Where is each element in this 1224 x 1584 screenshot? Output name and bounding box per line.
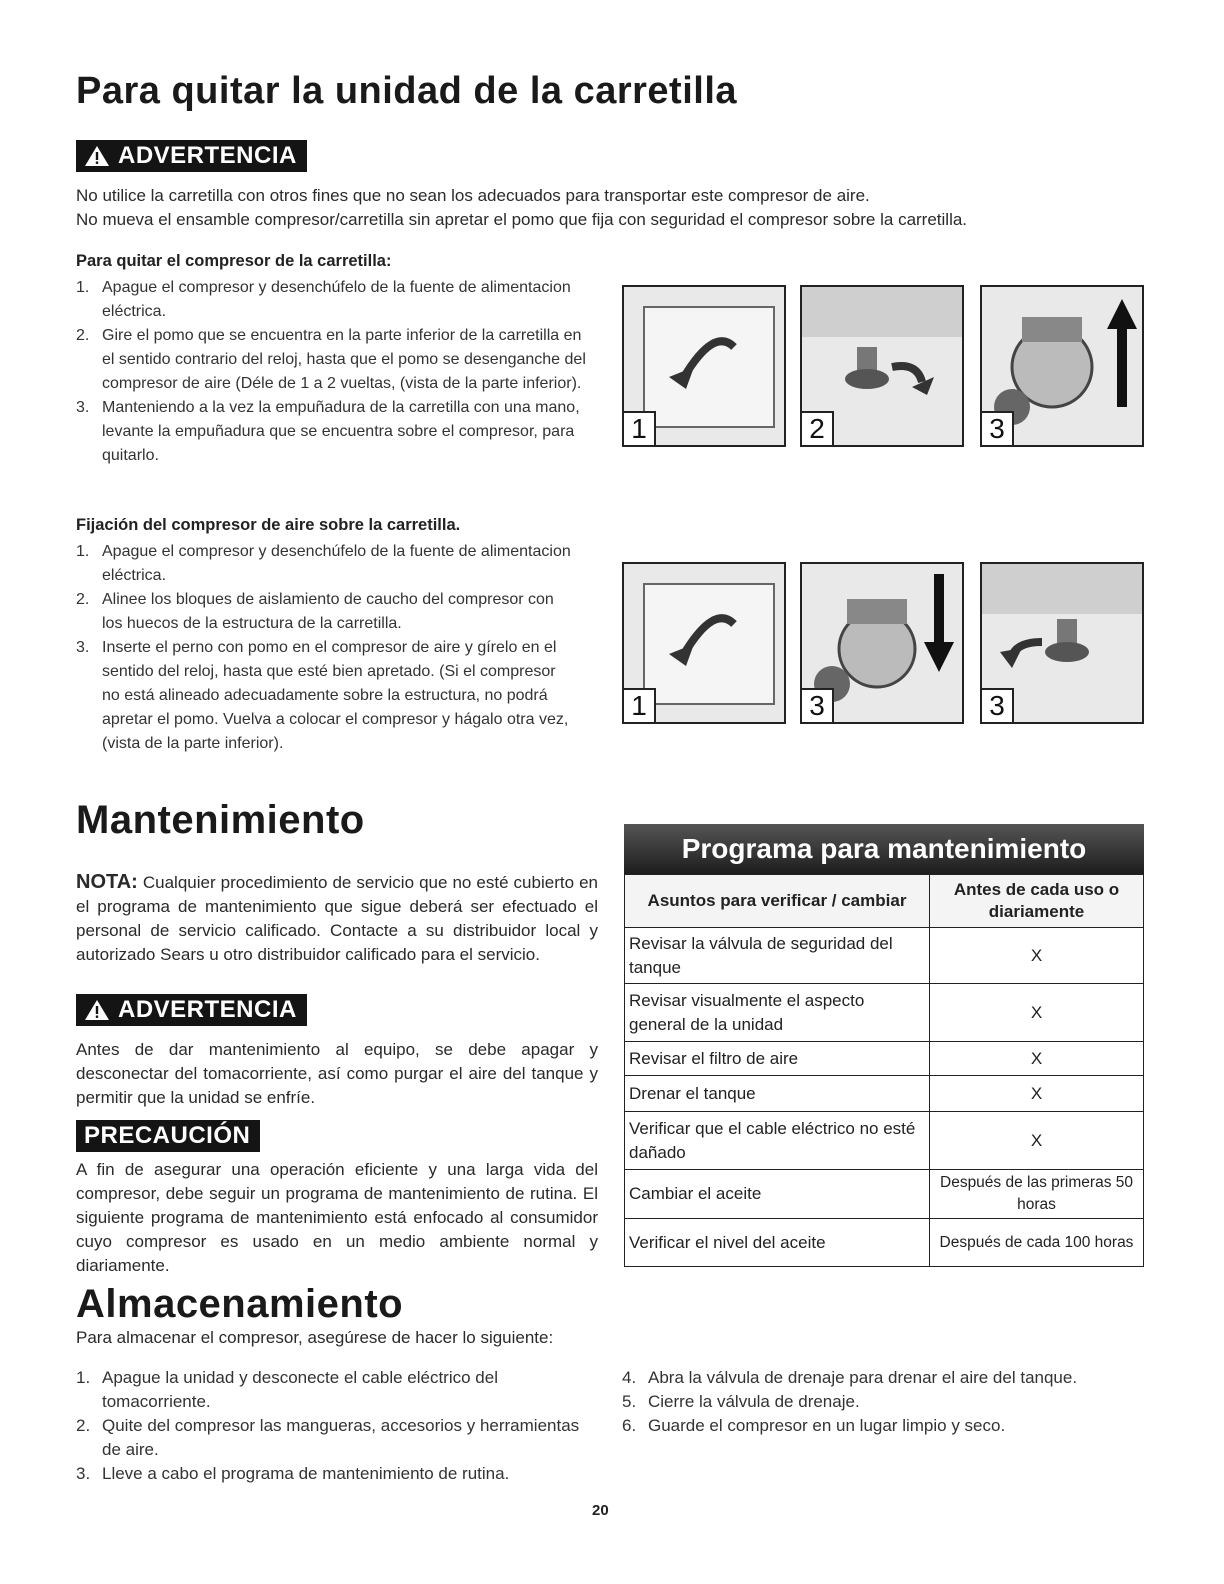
maintenance-note: [76, 870, 598, 967]
attach-steps-list: [76, 540, 576, 756]
list-item: 5. Cierre la válvula de drenaje.: [622, 1392, 860, 1411]
table-header-row: [625, 875, 1144, 928]
list-item: 3. Inserte el perno con pomo en el compresor de aire y gírelo en el sentido del reloj, hasta que esté bien apretado. (Si el compresor no está alineado adecuadamente sobre la estructura, no podrá apretar el pomo. Vuelva a colocar el compresor y hágalo otra vez, (vista de la parte inferior).: [76, 639, 569, 752]
remove-steps-list: [76, 276, 596, 468]
table-cell: Después de cada 100 horas: [930, 1219, 1144, 1267]
warning-triangle-icon: [84, 999, 110, 1021]
table-cell: Revisar la válvula de seguridad del tanque: [625, 928, 930, 984]
table-cell: X: [930, 1076, 1144, 1112]
table-cell: Verificar el nivel del aceite: [625, 1219, 930, 1267]
table-cell: Cambiar el aceite: [625, 1170, 930, 1219]
storage-steps-right: [622, 1366, 1122, 1438]
column-header: Antes de cada uso o diariamente: [930, 875, 1144, 928]
page-title: Para quitar la unidad de la carretilla: [76, 70, 738, 112]
table-row: [625, 1042, 1144, 1076]
table-row: [625, 984, 1144, 1042]
warning-banner-maintenance: [76, 994, 307, 1026]
photo-knob-tighten-underside: [980, 562, 1144, 724]
note-text: Cualquier procedimiento de servicio que no esté cubierto en el programa de mantenimiento que sigue deberá ser efectuado el personal de servicio calificado. Contacte a su distribuidor local y autorizado Sears u otro distribuidor calificado para el servicio.: [76, 873, 598, 964]
table-cell: Drenar el tanque: [625, 1076, 930, 1112]
maintenance-schedule: [624, 824, 1144, 1267]
list-item: 4. Abra la válvula de drenaje para drenar el aire del tanque.: [622, 1368, 1078, 1387]
table-cell: X: [930, 984, 1144, 1042]
list-item: 3. Lleve a cabo el programa de mantenimiento de rutina.: [76, 1464, 510, 1483]
list-item: 1. Apague el compresor y desenchúfelo de la fuente de alimentacion eléctrica.: [76, 543, 571, 584]
warning-line: No utilice la carretilla con otros fines que no sean los adecuados para transportar este compresor de aire.: [76, 186, 870, 205]
maintenance-warning-text: Antes de dar mantenimiento al equipo, se debe apagar y desconectar del tomacorriente, así como purgar el aire del tanque y permitir que la unidad se enfríe.: [76, 1040, 598, 1107]
warning-label: ADVERTENCIA: [118, 996, 297, 1023]
table-cell: X: [930, 1112, 1144, 1170]
photo-knob-underside: [800, 285, 964, 447]
caution-label: PRECAUCIÓN: [84, 1122, 251, 1149]
list-item: 2. Alinee los bloques de aislamiento de caucho del compresor con los huecos de la estructura de la carretilla.: [76, 591, 554, 632]
warning-triangle-icon: [84, 145, 110, 167]
schedule-title: Programa para mantenimiento: [624, 824, 1144, 874]
caution-banner: [76, 1120, 260, 1152]
table-row: [625, 1112, 1144, 1170]
storage-steps-left: [76, 1366, 586, 1486]
list-item: 2. Quite del compresor las mangueras, accesorios y herramientas de aire.: [76, 1416, 580, 1459]
table-cell: X: [930, 1042, 1144, 1076]
warning-line: No mueva el ensamble compresor/carretilla sin apretar el pomo que fija con seguridad el compresor sobre la carretilla.: [76, 210, 968, 229]
photo-step-label: 3: [802, 688, 834, 722]
note-label: NOTA:: [76, 871, 138, 893]
photo-step-label: 2: [802, 411, 834, 445]
warning-label: ADVERTENCIA: [118, 142, 297, 169]
list-item: 1. Apague la unidad y desconecte el cable eléctrico del tomacorriente.: [76, 1368, 498, 1411]
list-item: 1. Apague el compresor y desenchúfelo de la fuente de alimentacion eléctrica.: [76, 279, 571, 320]
table-cell: Revisar visualmente el aspecto general de la unidad: [625, 984, 930, 1042]
photo-step-label: 3: [982, 411, 1014, 445]
photo-step-label: 1: [624, 688, 656, 722]
table-cell: Después de las primeras 50 horas: [930, 1170, 1144, 1219]
photo-step-label: 1: [624, 411, 656, 445]
list-item: 2. Gire el pomo que se encuentra en la parte inferior de la carretilla en el sentido contrario del reloj, hasta que el pomo se desenganche del compresor de aire (Déle de 1 a 2 vueltas, (vista de la parte inferior).: [76, 327, 586, 392]
warning-banner: [76, 140, 307, 172]
table-cell: X: [930, 928, 1144, 984]
photo-knob-loosen: [622, 285, 786, 447]
table-cell: Revisar el filtro de aire: [625, 1042, 930, 1076]
list-item: 3. Manteniendo a la vez la empuñadura de la carretilla con una mano, levante la empuñadura que se encuentra sobre el compresor, para quitarlo.: [76, 399, 580, 464]
table-row: [625, 1219, 1144, 1267]
photo-step-label: 3: [982, 688, 1014, 722]
attach-heading: Fijación del compresor de aire sobre la carretilla.: [76, 516, 461, 534]
table-row: [625, 1076, 1144, 1112]
column-header: Asuntos para verificar / cambiar: [625, 875, 930, 928]
remove-heading: Para quitar el compresor de la carretilla:: [76, 252, 392, 270]
page-number: 20: [592, 1502, 609, 1519]
schedule-table: [624, 874, 1144, 1267]
warning-text: [76, 184, 1156, 232]
maintenance-title: Mantenimiento: [76, 798, 365, 842]
table-cell: Verificar que el cable eléctrico no esté dañado: [625, 1112, 930, 1170]
list-item: 6. Guarde el compresor en un lugar limpio y seco.: [622, 1416, 1006, 1435]
caution-text: A fin de asegurar una operación eficiente y una larga vida del compresor, debe seguir un programa de mantenimiento de rutina. El siguiente programa de mantenimiento está enfocado al consumidor cuyo compresor es usado en un medio ambiente normal y diariamente.: [76, 1160, 598, 1275]
photo-knob-tighten: [622, 562, 786, 724]
storage-intro: Para almacenar el compresor, asegúrese de hacer lo siguiente:: [76, 1328, 554, 1347]
photo-lift-compressor: [980, 285, 1144, 447]
storage-title: Almacenamiento: [76, 1282, 404, 1326]
table-row: [625, 928, 1144, 984]
photo-lower-compressor: [800, 562, 964, 724]
table-row: [625, 1170, 1144, 1219]
